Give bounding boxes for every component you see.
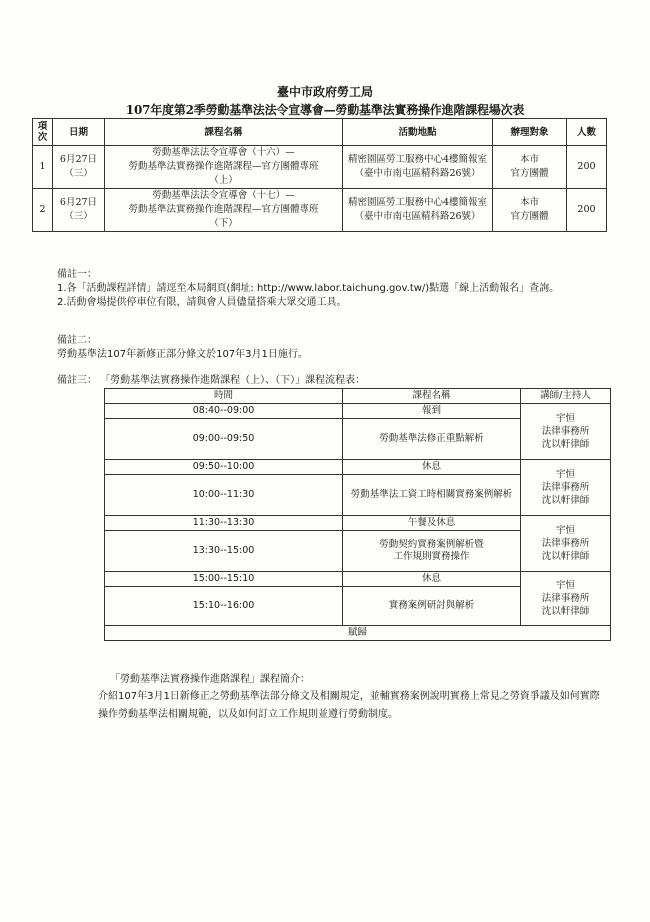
venue bbox=[343, 189, 493, 232]
venue-line: （臺中市南屯區精科路26號） bbox=[354, 211, 481, 222]
event-date bbox=[53, 189, 105, 232]
column-header-lecturer: 講師/主持人 bbox=[521, 389, 611, 404]
lecturer-line: 法律事務所 bbox=[541, 538, 590, 549]
table-header-row bbox=[33, 119, 607, 146]
note-heading: 「勞動基準法實務操作進階課程（上）、（下）」課程流程表： bbox=[100, 375, 366, 386]
session-title bbox=[343, 531, 521, 572]
session-title: 實務案例研討與解析 bbox=[343, 587, 521, 626]
table-header-row bbox=[105, 389, 611, 404]
course-intro-heading: 「勞動基準法實務操作進階課程」課程簡介： bbox=[110, 674, 310, 685]
session-end: 賦歸 bbox=[105, 626, 611, 641]
course-line: 勞動基準法實務操作進階課程—官方團體專班 bbox=[128, 204, 319, 215]
session-title: 勞動基準法修正重點解析 bbox=[343, 419, 521, 460]
lecturer-line: 法律事務所 bbox=[541, 426, 590, 437]
lecturer-line: 沈以軒律師 bbox=[541, 495, 590, 506]
course-line: 勞動基準法法令宣導會（十六）— bbox=[152, 147, 295, 158]
attendee-count: 200 bbox=[567, 189, 607, 232]
column-header-target: 辦理對象 bbox=[493, 119, 567, 146]
session-lecturer bbox=[521, 460, 611, 516]
organization-title: 臺中市政府勞工局 bbox=[276, 85, 373, 99]
course-line: （上） bbox=[209, 175, 238, 186]
session-time: 08:40--09:00 bbox=[105, 404, 343, 419]
row-number: 2 bbox=[33, 189, 53, 232]
weekday-text: （三） bbox=[64, 168, 93, 179]
attendee-count: 200 bbox=[567, 146, 607, 189]
venue-line: 精密園區勞工服務中心4樓簡報室 bbox=[347, 154, 488, 165]
column-header-date: 日期 bbox=[53, 119, 105, 146]
target-line: 本市 bbox=[519, 197, 539, 208]
session-lecturer bbox=[521, 404, 611, 460]
lecturer-line: 宇恒 bbox=[555, 413, 575, 424]
table-row bbox=[105, 572, 611, 587]
weekday-text: （三） bbox=[64, 211, 93, 222]
session-title: 休息 bbox=[343, 460, 521, 475]
session-time: 09:00--09:50 bbox=[105, 419, 343, 460]
course-intro-body: 介紹107年3月1日新修正之勞動基準法部分條文及相關規定，並輔實務案例說明實務上常見之勞資爭議及如何實際操作勞動基準法相關規範，以及如何訂立工作規則並遵行勞動制度。 bbox=[98, 691, 600, 720]
target-line: 官方團體 bbox=[510, 211, 549, 222]
session-schedule-table bbox=[104, 388, 611, 641]
venue bbox=[343, 146, 493, 189]
note-one bbox=[57, 268, 559, 310]
table-row bbox=[33, 146, 607, 189]
lecturer-line: 宇恒 bbox=[555, 469, 575, 480]
column-header-course: 課程名稱 bbox=[105, 119, 343, 146]
venue-line: （臺中市南屯區精科路26號） bbox=[354, 168, 481, 179]
event-schedule-table bbox=[32, 118, 607, 232]
row-number: 1 bbox=[33, 146, 53, 189]
session-title: 午餐及休息 bbox=[343, 516, 521, 531]
session-title: 報到 bbox=[343, 404, 521, 419]
table-row bbox=[105, 404, 611, 419]
table-row bbox=[33, 189, 607, 232]
table-row bbox=[105, 626, 611, 641]
session-time: 13:30--15:00 bbox=[105, 531, 343, 572]
note-line: 1.各「活動課程詳情」請逕至本局網頁(網址: http://www.labor.taichung.gov.tw/)點選「線上活動報名」查詢。 bbox=[57, 283, 560, 294]
target-line: 本市 bbox=[519, 154, 539, 165]
session-time: 11:30--13:30 bbox=[105, 516, 343, 531]
note-label: 備註二： bbox=[57, 335, 97, 346]
lecturer-line: 沈以軒律師 bbox=[541, 606, 590, 617]
session-time: 09:50--10:00 bbox=[105, 460, 343, 475]
course-line: （下） bbox=[209, 218, 238, 229]
note-three bbox=[57, 374, 365, 388]
session-time: 15:10--16:00 bbox=[105, 587, 343, 626]
course-line: 勞動基準法實務操作進階課程—官方團體專班 bbox=[128, 161, 319, 172]
session-lecturer bbox=[521, 516, 611, 572]
course-line: 勞動基準法法令宣導會（十七）— bbox=[152, 190, 295, 201]
target-line: 官方團體 bbox=[510, 168, 549, 179]
lecturer-line: 法律事務所 bbox=[541, 482, 590, 493]
date-text: 6月27日 bbox=[59, 197, 98, 208]
venue-line: 精密園區勞工服務中心4樓簡報室 bbox=[347, 197, 488, 208]
document-title: 107年度第2季勞動基準法法令宣導會—勞動基準法實務操作進階課程場次表 bbox=[125, 103, 525, 117]
column-header-count: 人數 bbox=[567, 119, 607, 146]
column-header-time: 時間 bbox=[105, 389, 343, 404]
table-row bbox=[105, 516, 611, 531]
lecturer-line: 宇恒 bbox=[555, 525, 575, 536]
lecturer-line: 沈以軒律師 bbox=[541, 439, 590, 450]
session-time: 15:00--15:10 bbox=[105, 572, 343, 587]
lecturer-line: 沈以軒律師 bbox=[541, 551, 590, 562]
session-lecturer bbox=[521, 572, 611, 626]
course-name bbox=[105, 189, 343, 232]
session-title-line: 勞動契約實務案例解析暨 bbox=[379, 539, 484, 550]
column-header-no: 項次 bbox=[33, 119, 53, 146]
course-name bbox=[105, 146, 343, 189]
note-two bbox=[57, 334, 308, 362]
target-audience bbox=[493, 146, 567, 189]
session-time: 10:00--11:30 bbox=[105, 475, 343, 516]
session-title: 勞動基準法工資工時相關實務案例解析 bbox=[343, 475, 521, 516]
session-title-line: 工作規則實務操作 bbox=[393, 551, 470, 562]
session-title: 休息 bbox=[343, 572, 521, 587]
column-header-venue: 活動地點 bbox=[343, 119, 493, 146]
note-label: 備註一： bbox=[57, 269, 97, 280]
lecturer-line: 宇恒 bbox=[555, 580, 575, 591]
note-line: 勞動基準法107年新修正部分條文於107年3月1日施行。 bbox=[57, 349, 308, 360]
note-label: 備註三： bbox=[57, 375, 97, 386]
event-date bbox=[53, 146, 105, 189]
target-audience bbox=[493, 189, 567, 232]
lecturer-line: 法律事務所 bbox=[541, 593, 590, 604]
date-text: 6月27日 bbox=[59, 154, 98, 165]
note-line: 2.活動會場提供停車位有限，請與會人員儘量搭乘大眾交通工具。 bbox=[57, 297, 347, 308]
table-row bbox=[105, 460, 611, 475]
column-header-session-title: 課程名稱 bbox=[343, 389, 521, 404]
